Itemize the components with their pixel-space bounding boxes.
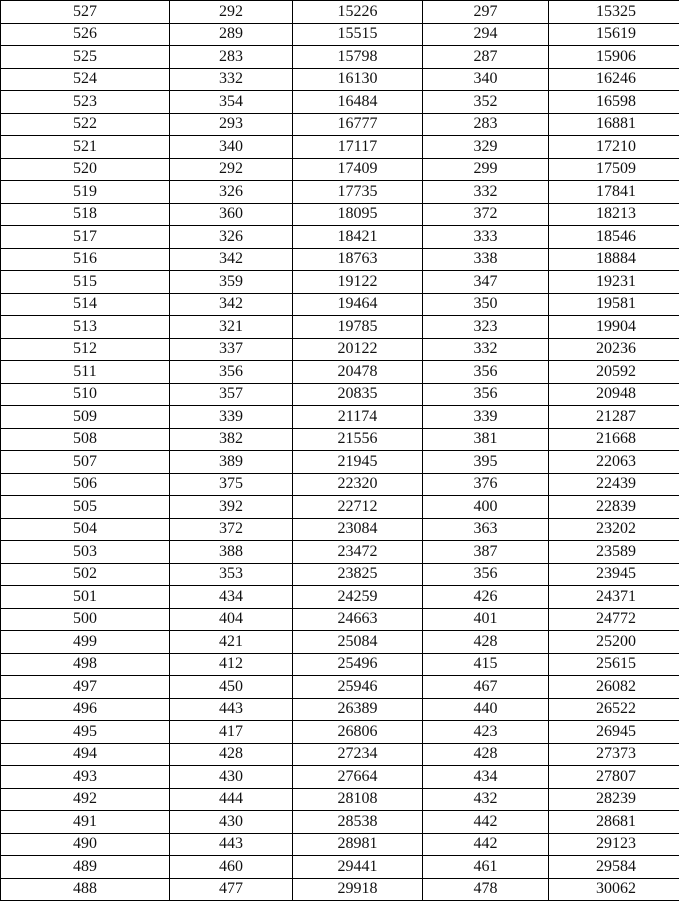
table-row [1, 271, 679, 294]
cumulative-cell-a: 20478 [293, 361, 423, 384]
table-row [1, 563, 679, 586]
table-row [1, 203, 679, 226]
count-cell-a: 460 [170, 856, 293, 879]
count-cell-a: 388 [170, 541, 293, 564]
score-cell: 515 [1, 271, 170, 294]
table-row [1, 856, 679, 879]
count-cell-b: 428 [423, 743, 549, 766]
count-cell-a: 342 [170, 293, 293, 316]
cumulative-cell-a: 19785 [293, 316, 423, 339]
count-cell-b: 347 [423, 271, 549, 294]
score-cell: 518 [1, 203, 170, 226]
table-row [1, 653, 679, 676]
score-cell: 501 [1, 586, 170, 609]
table-row [1, 293, 679, 316]
count-cell-a: 443 [170, 698, 293, 721]
count-cell-a: 342 [170, 248, 293, 271]
count-cell-b: 339 [423, 406, 549, 429]
count-cell-b: 297 [423, 1, 549, 24]
count-cell-b: 434 [423, 766, 549, 789]
count-cell-a: 326 [170, 226, 293, 249]
count-cell-a: 372 [170, 518, 293, 541]
cumulative-cell-b: 22839 [549, 496, 679, 519]
count-cell-b: 287 [423, 46, 549, 69]
table-row [1, 473, 679, 496]
cumulative-cell-a: 24259 [293, 586, 423, 609]
cumulative-cell-a: 15515 [293, 23, 423, 46]
table-row [1, 68, 679, 91]
count-cell-a: 356 [170, 361, 293, 384]
count-cell-b: 442 [423, 833, 549, 856]
score-cell: 519 [1, 181, 170, 204]
count-cell-b: 442 [423, 811, 549, 834]
count-cell-b: 283 [423, 113, 549, 136]
cumulative-cell-a: 28108 [293, 788, 423, 811]
score-cell: 500 [1, 608, 170, 631]
cumulative-cell-b: 21668 [549, 428, 679, 451]
cumulative-cell-b: 20948 [549, 383, 679, 406]
cumulative-cell-a: 26389 [293, 698, 423, 721]
cumulative-cell-b: 16598 [549, 91, 679, 114]
count-cell-a: 292 [170, 1, 293, 24]
table-row [1, 698, 679, 721]
table-row [1, 113, 679, 136]
cumulative-cell-a: 27234 [293, 743, 423, 766]
count-cell-a: 430 [170, 766, 293, 789]
score-cell: 508 [1, 428, 170, 451]
count-cell-b: 350 [423, 293, 549, 316]
cumulative-cell-a: 29918 [293, 878, 423, 901]
cumulative-cell-a: 17409 [293, 158, 423, 181]
count-cell-b: 323 [423, 316, 549, 339]
count-cell-a: 443 [170, 833, 293, 856]
table-row [1, 518, 679, 541]
cumulative-cell-a: 21945 [293, 451, 423, 474]
score-cell: 520 [1, 158, 170, 181]
score-cell: 503 [1, 541, 170, 564]
count-cell-a: 428 [170, 743, 293, 766]
table-row [1, 226, 679, 249]
score-cell: 525 [1, 46, 170, 69]
count-cell-b: 428 [423, 631, 549, 654]
cumulative-cell-b: 19231 [549, 271, 679, 294]
count-cell-a: 321 [170, 316, 293, 339]
count-cell-a: 340 [170, 136, 293, 159]
count-cell-b: 363 [423, 518, 549, 541]
cumulative-cell-b: 28681 [549, 811, 679, 834]
cumulative-cell-b: 23202 [549, 518, 679, 541]
cumulative-cell-b: 26082 [549, 676, 679, 699]
cumulative-cell-a: 23472 [293, 541, 423, 564]
table-row [1, 676, 679, 699]
cumulative-cell-b: 29584 [549, 856, 679, 879]
count-cell-b: 376 [423, 473, 549, 496]
count-cell-a: 353 [170, 563, 293, 586]
table-row [1, 181, 679, 204]
cumulative-cell-a: 17117 [293, 136, 423, 159]
score-cell: 488 [1, 878, 170, 901]
score-cell: 491 [1, 811, 170, 834]
cumulative-cell-a: 16777 [293, 113, 423, 136]
cumulative-cell-a: 25084 [293, 631, 423, 654]
cumulative-cell-b: 15325 [549, 1, 679, 24]
table-row [1, 586, 679, 609]
count-cell-b: 461 [423, 856, 549, 879]
count-cell-b: 329 [423, 136, 549, 159]
cumulative-cell-b: 18213 [549, 203, 679, 226]
count-cell-b: 333 [423, 226, 549, 249]
count-cell-b: 356 [423, 361, 549, 384]
cumulative-cell-b: 20592 [549, 361, 679, 384]
score-cell: 511 [1, 361, 170, 384]
count-cell-a: 375 [170, 473, 293, 496]
count-cell-a: 417 [170, 721, 293, 744]
cumulative-cell-a: 26806 [293, 721, 423, 744]
table-row [1, 91, 679, 114]
cumulative-cell-b: 18546 [549, 226, 679, 249]
count-cell-a: 293 [170, 113, 293, 136]
table-body [1, 1, 679, 901]
count-cell-a: 357 [170, 383, 293, 406]
table-row [1, 23, 679, 46]
cumulative-cell-b: 22063 [549, 451, 679, 474]
count-cell-a: 392 [170, 496, 293, 519]
score-cell: 505 [1, 496, 170, 519]
score-cell: 513 [1, 316, 170, 339]
cumulative-cell-b: 15619 [549, 23, 679, 46]
cumulative-cell-b: 22439 [549, 473, 679, 496]
score-cell: 523 [1, 91, 170, 114]
count-cell-b: 299 [423, 158, 549, 181]
count-cell-b: 338 [423, 248, 549, 271]
count-cell-a: 359 [170, 271, 293, 294]
count-cell-b: 381 [423, 428, 549, 451]
count-cell-b: 356 [423, 563, 549, 586]
count-cell-a: 382 [170, 428, 293, 451]
score-cell: 499 [1, 631, 170, 654]
cumulative-cell-a: 22712 [293, 496, 423, 519]
count-cell-b: 332 [423, 338, 549, 361]
cumulative-cell-a: 28538 [293, 811, 423, 834]
table-row [1, 766, 679, 789]
table-row [1, 721, 679, 744]
cumulative-cell-a: 17735 [293, 181, 423, 204]
score-cell: 522 [1, 113, 170, 136]
cumulative-cell-b: 16246 [549, 68, 679, 91]
cumulative-cell-a: 27664 [293, 766, 423, 789]
cumulative-cell-a: 18763 [293, 248, 423, 271]
cumulative-cell-b: 29123 [549, 833, 679, 856]
score-cell: 489 [1, 856, 170, 879]
count-cell-a: 360 [170, 203, 293, 226]
score-cell: 510 [1, 383, 170, 406]
score-cell: 496 [1, 698, 170, 721]
cumulative-cell-b: 18884 [549, 248, 679, 271]
table-row [1, 136, 679, 159]
cumulative-cell-b: 17210 [549, 136, 679, 159]
count-cell-b: 356 [423, 383, 549, 406]
count-cell-a: 412 [170, 653, 293, 676]
count-cell-a: 389 [170, 451, 293, 474]
score-cell: 506 [1, 473, 170, 496]
table-row [1, 451, 679, 474]
cumulative-cell-a: 29441 [293, 856, 423, 879]
count-cell-a: 430 [170, 811, 293, 834]
table-row [1, 316, 679, 339]
count-cell-a: 292 [170, 158, 293, 181]
table-row [1, 811, 679, 834]
score-cell: 512 [1, 338, 170, 361]
count-cell-b: 401 [423, 608, 549, 631]
score-cell: 507 [1, 451, 170, 474]
score-cell: 502 [1, 563, 170, 586]
score-cell: 490 [1, 833, 170, 856]
table-row [1, 46, 679, 69]
count-cell-a: 444 [170, 788, 293, 811]
cumulative-cell-a: 18421 [293, 226, 423, 249]
cumulative-cell-b: 24371 [549, 586, 679, 609]
cumulative-cell-a: 24663 [293, 608, 423, 631]
cumulative-cell-b: 19904 [549, 316, 679, 339]
table-row [1, 1, 679, 24]
table-row [1, 878, 679, 901]
table-row [1, 361, 679, 384]
cumulative-cell-b: 16881 [549, 113, 679, 136]
cumulative-cell-b: 26945 [549, 721, 679, 744]
table-row [1, 406, 679, 429]
cumulative-cell-a: 21556 [293, 428, 423, 451]
cumulative-cell-b: 25615 [549, 653, 679, 676]
count-cell-b: 400 [423, 496, 549, 519]
cumulative-cell-b: 27807 [549, 766, 679, 789]
score-cell: 526 [1, 23, 170, 46]
cumulative-cell-a: 15226 [293, 1, 423, 24]
table-row [1, 833, 679, 856]
cumulative-cell-b: 23945 [549, 563, 679, 586]
table-row [1, 541, 679, 564]
count-cell-a: 450 [170, 676, 293, 699]
cumulative-cell-a: 18095 [293, 203, 423, 226]
score-cell: 524 [1, 68, 170, 91]
cumulative-cell-a: 19464 [293, 293, 423, 316]
cumulative-cell-b: 24772 [549, 608, 679, 631]
cumulative-cell-b: 28239 [549, 788, 679, 811]
count-cell-a: 421 [170, 631, 293, 654]
count-cell-b: 423 [423, 721, 549, 744]
table-row [1, 788, 679, 811]
cumulative-cell-a: 16130 [293, 68, 423, 91]
cumulative-cell-a: 23084 [293, 518, 423, 541]
count-cell-b: 395 [423, 451, 549, 474]
cumulative-cell-a: 21174 [293, 406, 423, 429]
score-cell: 493 [1, 766, 170, 789]
table-row [1, 631, 679, 654]
cumulative-cell-a: 20835 [293, 383, 423, 406]
table-row [1, 743, 679, 766]
cumulative-cell-a: 19122 [293, 271, 423, 294]
count-cell-a: 339 [170, 406, 293, 429]
count-cell-b: 440 [423, 698, 549, 721]
score-cell: 497 [1, 676, 170, 699]
score-cell: 498 [1, 653, 170, 676]
count-cell-b: 294 [423, 23, 549, 46]
cumulative-cell-a: 23825 [293, 563, 423, 586]
count-cell-b: 340 [423, 68, 549, 91]
cumulative-cell-a: 20122 [293, 338, 423, 361]
count-cell-a: 404 [170, 608, 293, 631]
table-row [1, 158, 679, 181]
score-cell: 527 [1, 1, 170, 24]
score-cell: 492 [1, 788, 170, 811]
cumulative-cell-b: 17509 [549, 158, 679, 181]
cumulative-cell-a: 15798 [293, 46, 423, 69]
cumulative-cell-a: 28981 [293, 833, 423, 856]
score-cell: 509 [1, 406, 170, 429]
cumulative-cell-b: 17841 [549, 181, 679, 204]
cumulative-cell-b: 21287 [549, 406, 679, 429]
count-cell-a: 283 [170, 46, 293, 69]
cumulative-cell-a: 16484 [293, 91, 423, 114]
score-cell: 494 [1, 743, 170, 766]
cumulative-cell-b: 27373 [549, 743, 679, 766]
table-row [1, 428, 679, 451]
count-cell-a: 337 [170, 338, 293, 361]
cumulative-cell-b: 25200 [549, 631, 679, 654]
cumulative-cell-b: 23589 [549, 541, 679, 564]
cumulative-cell-a: 25946 [293, 676, 423, 699]
count-cell-b: 426 [423, 586, 549, 609]
count-cell-a: 434 [170, 586, 293, 609]
count-cell-a: 326 [170, 181, 293, 204]
score-cell: 521 [1, 136, 170, 159]
count-cell-b: 432 [423, 788, 549, 811]
cumulative-cell-b: 15906 [549, 46, 679, 69]
count-cell-a: 477 [170, 878, 293, 901]
count-cell-b: 467 [423, 676, 549, 699]
count-cell-b: 332 [423, 181, 549, 204]
cumulative-cell-b: 20236 [549, 338, 679, 361]
score-cell: 517 [1, 226, 170, 249]
count-cell-a: 289 [170, 23, 293, 46]
count-cell-a: 354 [170, 91, 293, 114]
score-cell: 495 [1, 721, 170, 744]
table-row [1, 608, 679, 631]
table-row [1, 248, 679, 271]
count-cell-b: 352 [423, 91, 549, 114]
table-row [1, 338, 679, 361]
count-cell-b: 415 [423, 653, 549, 676]
cumulative-cell-b: 26522 [549, 698, 679, 721]
table-row [1, 383, 679, 406]
score-cell: 504 [1, 518, 170, 541]
score-cell: 516 [1, 248, 170, 271]
table-row [1, 496, 679, 519]
count-cell-b: 478 [423, 878, 549, 901]
count-cell-b: 372 [423, 203, 549, 226]
count-cell-a: 332 [170, 68, 293, 91]
cumulative-cell-a: 25496 [293, 653, 423, 676]
cumulative-cell-b: 30062 [549, 878, 679, 901]
count-cell-b: 387 [423, 541, 549, 564]
cumulative-cell-a: 22320 [293, 473, 423, 496]
score-cell: 514 [1, 293, 170, 316]
cumulative-cell-b: 19581 [549, 293, 679, 316]
